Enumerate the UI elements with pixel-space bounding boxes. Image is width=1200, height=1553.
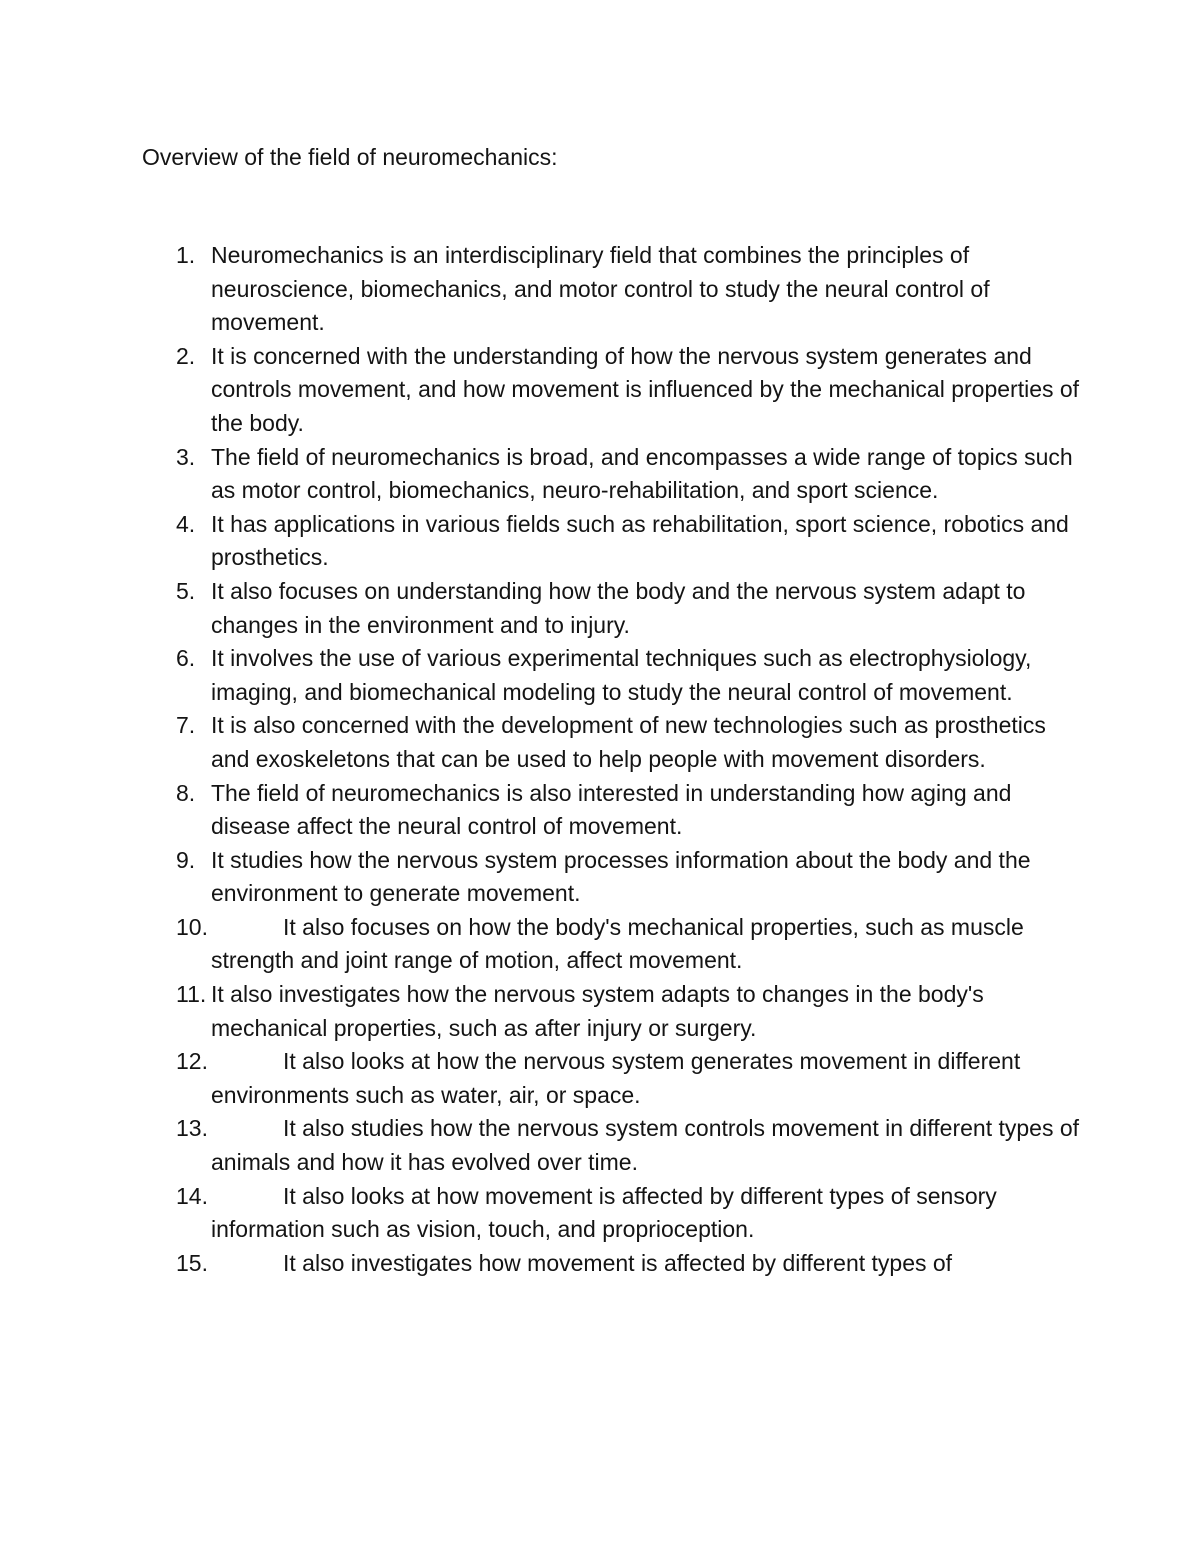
list-item-number: 6. (176, 645, 196, 672)
list-item (0, 1045, 1081, 1112)
list-item-text: It also focuses on how the body's mechanical properties, such as muscle strength and joint range of motion, affect movement. (211, 913, 1024, 974)
list-item-number: 13. (176, 1115, 208, 1142)
list-item-number: 15. (176, 1249, 208, 1276)
list-item-number: 10. (176, 913, 208, 940)
list-item-number: 11. (176, 981, 207, 1008)
list-item (0, 911, 1081, 978)
list-item-number: 3. (176, 443, 196, 470)
list-item-number: 14. (176, 1182, 208, 1209)
list-item-number: 8. (176, 779, 196, 806)
list-item (0, 575, 1081, 642)
list-item-text: It also focuses on understanding how the body and the nervous system adapt to changes in the environment and to injury. (211, 577, 1026, 638)
list-item (0, 1112, 1081, 1179)
list-item (0, 642, 1081, 709)
list-item-text: The field of neuromechanics is also interested in understanding how aging and disease affect the neural control of movement. (211, 779, 1012, 840)
list-item-number: 9. (176, 846, 196, 873)
list-item (0, 441, 1081, 508)
list-item-text: It also looks at how movement is affected by different types of sensory information such as vision, touch, and proprioception. (211, 1182, 997, 1243)
list-item (0, 1247, 1081, 1281)
page-title: Overview of the field of neuromechanics: (142, 144, 558, 170)
list-item-number: 5. (176, 577, 196, 604)
numbered-list (0, 239, 1200, 1280)
list-item-text: It also looks at how the nervous system generates movement in different environments such as water, air, or space. (211, 1048, 1021, 1108)
list-item (0, 239, 1081, 340)
list-item (0, 844, 1081, 911)
list-item-text: It has applications in various fields such as rehabilitation, sport science, robotics and prosthetics. (211, 510, 1069, 571)
list-item-text: It also investigates how movement is affected by different types of (283, 1249, 953, 1276)
list-item (0, 1180, 1081, 1247)
list-item-text: It is concerned with the understanding of how the nervous system generates and controls movement, and how movement is influenced by the mechanical properties of the body. (211, 342, 1080, 436)
list-item-text: It also studies how the nervous system controls movement in different types of animals and how it has evolved over time. (211, 1115, 1080, 1176)
list-item-number: 12. (176, 1048, 208, 1075)
list-item (0, 978, 1081, 1045)
list-item (0, 709, 1081, 776)
list-item-number: 7. (176, 712, 196, 739)
list-item-number: 2. (176, 342, 196, 369)
list-item-text: It is also concerned with the development of new technologies such as prosthetics and exoskeletons that can be used to help people with movement disorders. (211, 712, 1046, 772)
list-item-number: 4. (176, 510, 196, 537)
list-item (0, 340, 1081, 441)
list-item (0, 777, 1081, 844)
list-item-text: Neuromechanics is an interdisciplinary field that combines the principles of neuroscience, biomechanics, and motor control to study the neural control of movement. (211, 242, 990, 336)
list-item-number: 1. (176, 242, 196, 268)
list-item-text: It involves the use of various experimental techniques such as electrophysiology, imaging, and biomechanical modeling to study the neural control of movement. (211, 645, 1032, 705)
list-item-text: It also investigates how the nervous system adapts to changes in the body's mechanical properties, such as after injury or surgery. (211, 981, 984, 1041)
list-item-text: The field of neuromechanics is broad, and encompasses a wide range of topics such as motor control, biomechanics, neuro-rehabilitation, and sport science. (211, 443, 1073, 504)
list-item-text: It studies how the nervous system processes information about the body and the environment to generate movement. (211, 846, 1031, 907)
list-item (0, 508, 1081, 575)
